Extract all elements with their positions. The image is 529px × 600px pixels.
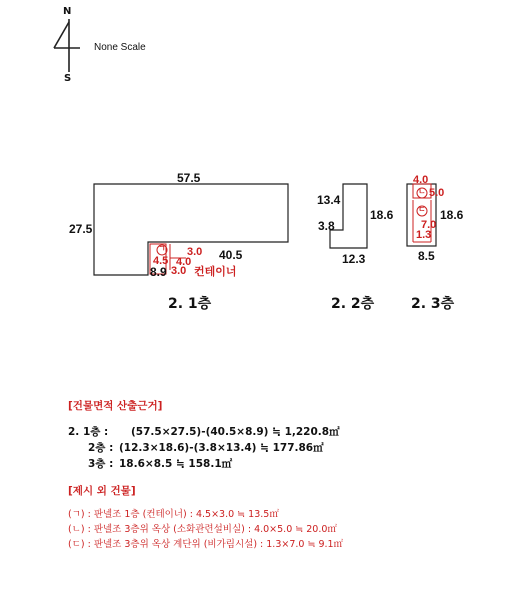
north-label: N bbox=[63, 6, 72, 17]
extra-buildings-header: [제시 외 건물] bbox=[68, 485, 136, 497]
floor2-title: 2. 2층 bbox=[331, 296, 375, 312]
area-line-2-label: 2층 : bbox=[88, 442, 114, 454]
notch-dim-c: 4.0 bbox=[176, 256, 192, 268]
extra-line-2: (ㄴ) : 판넬조 3층위 옥상 (소화관련설비실) : 4.0×5.0 ≒ 20.0㎡ bbox=[68, 524, 337, 535]
floor3-dim-c2: 1.3 bbox=[416, 229, 432, 241]
notch-dim-b: 4.5 bbox=[153, 255, 169, 267]
container-label: 컨테이너 bbox=[194, 265, 237, 278]
north-arrow-icon bbox=[54, 19, 80, 72]
extra-line-3: (ㄷ) : 판넬조 3층위 옥상 계단위 (비가림시설) : 1.3×7.0 ≒ 9.1㎡ bbox=[68, 539, 344, 550]
floor3-dim-right: 18.6 bbox=[440, 208, 464, 222]
floor1-dim-bottom-small: 8.9 bbox=[150, 265, 167, 279]
area-line-3-label: 3층 : bbox=[88, 458, 114, 470]
floor2-dim-top: 13.4 bbox=[317, 193, 341, 207]
scale-note: None Scale bbox=[94, 42, 146, 53]
south-label: S bbox=[64, 73, 72, 84]
extra-line-1: (ㄱ) : 판넬조 1층 (컨테이너) : 4.5×3.0 ≒ 13.5㎡ bbox=[68, 509, 279, 520]
floor1-title: 2. 1층 bbox=[168, 296, 212, 312]
notch-dim-a: 3.0 bbox=[187, 246, 203, 258]
area-line-2-formula: (12.3×18.6)-(3.8×13.4) ≒ 177.86㎡ bbox=[119, 442, 324, 454]
floor3-title: 2. 3층 bbox=[411, 296, 455, 312]
area-line-1-formula: (57.5×27.5)-(40.5×8.9) ≒ 1,220.8㎡ bbox=[131, 426, 340, 438]
area-line-3-formula: 18.6×8.5 ≒ 158.1㎡ bbox=[119, 458, 233, 470]
notch-dim-d: 3.0 bbox=[171, 265, 187, 277]
floor1-dim-inner-right: 40.5 bbox=[219, 248, 243, 262]
floor2-dim-left: 3.8 bbox=[318, 219, 335, 233]
floor1-dim-left: 27.5 bbox=[69, 222, 93, 236]
floor3-dim-top: 4.0 bbox=[413, 174, 429, 186]
notch-mark-giyeok: ㄱ bbox=[158, 244, 166, 253]
floor3-mark-nieun: ㄴ bbox=[418, 187, 426, 196]
floor3-dim-c: 7.0 bbox=[421, 219, 437, 231]
area-basis-header: [건물면적 산출근거] bbox=[68, 400, 163, 412]
floor3-dim-b: 5.0 bbox=[429, 187, 445, 199]
floor3-dim-bottom: 8.5 bbox=[418, 249, 435, 263]
floor3-mark-digeut: ㄷ bbox=[418, 205, 426, 214]
area-line-1-label: 2. 1층 : bbox=[68, 426, 109, 438]
floor2-dim-bottom: 12.3 bbox=[342, 252, 366, 266]
floor2-dim-right: 18.6 bbox=[370, 208, 394, 222]
floor1-dim-top: 57.5 bbox=[177, 171, 201, 185]
